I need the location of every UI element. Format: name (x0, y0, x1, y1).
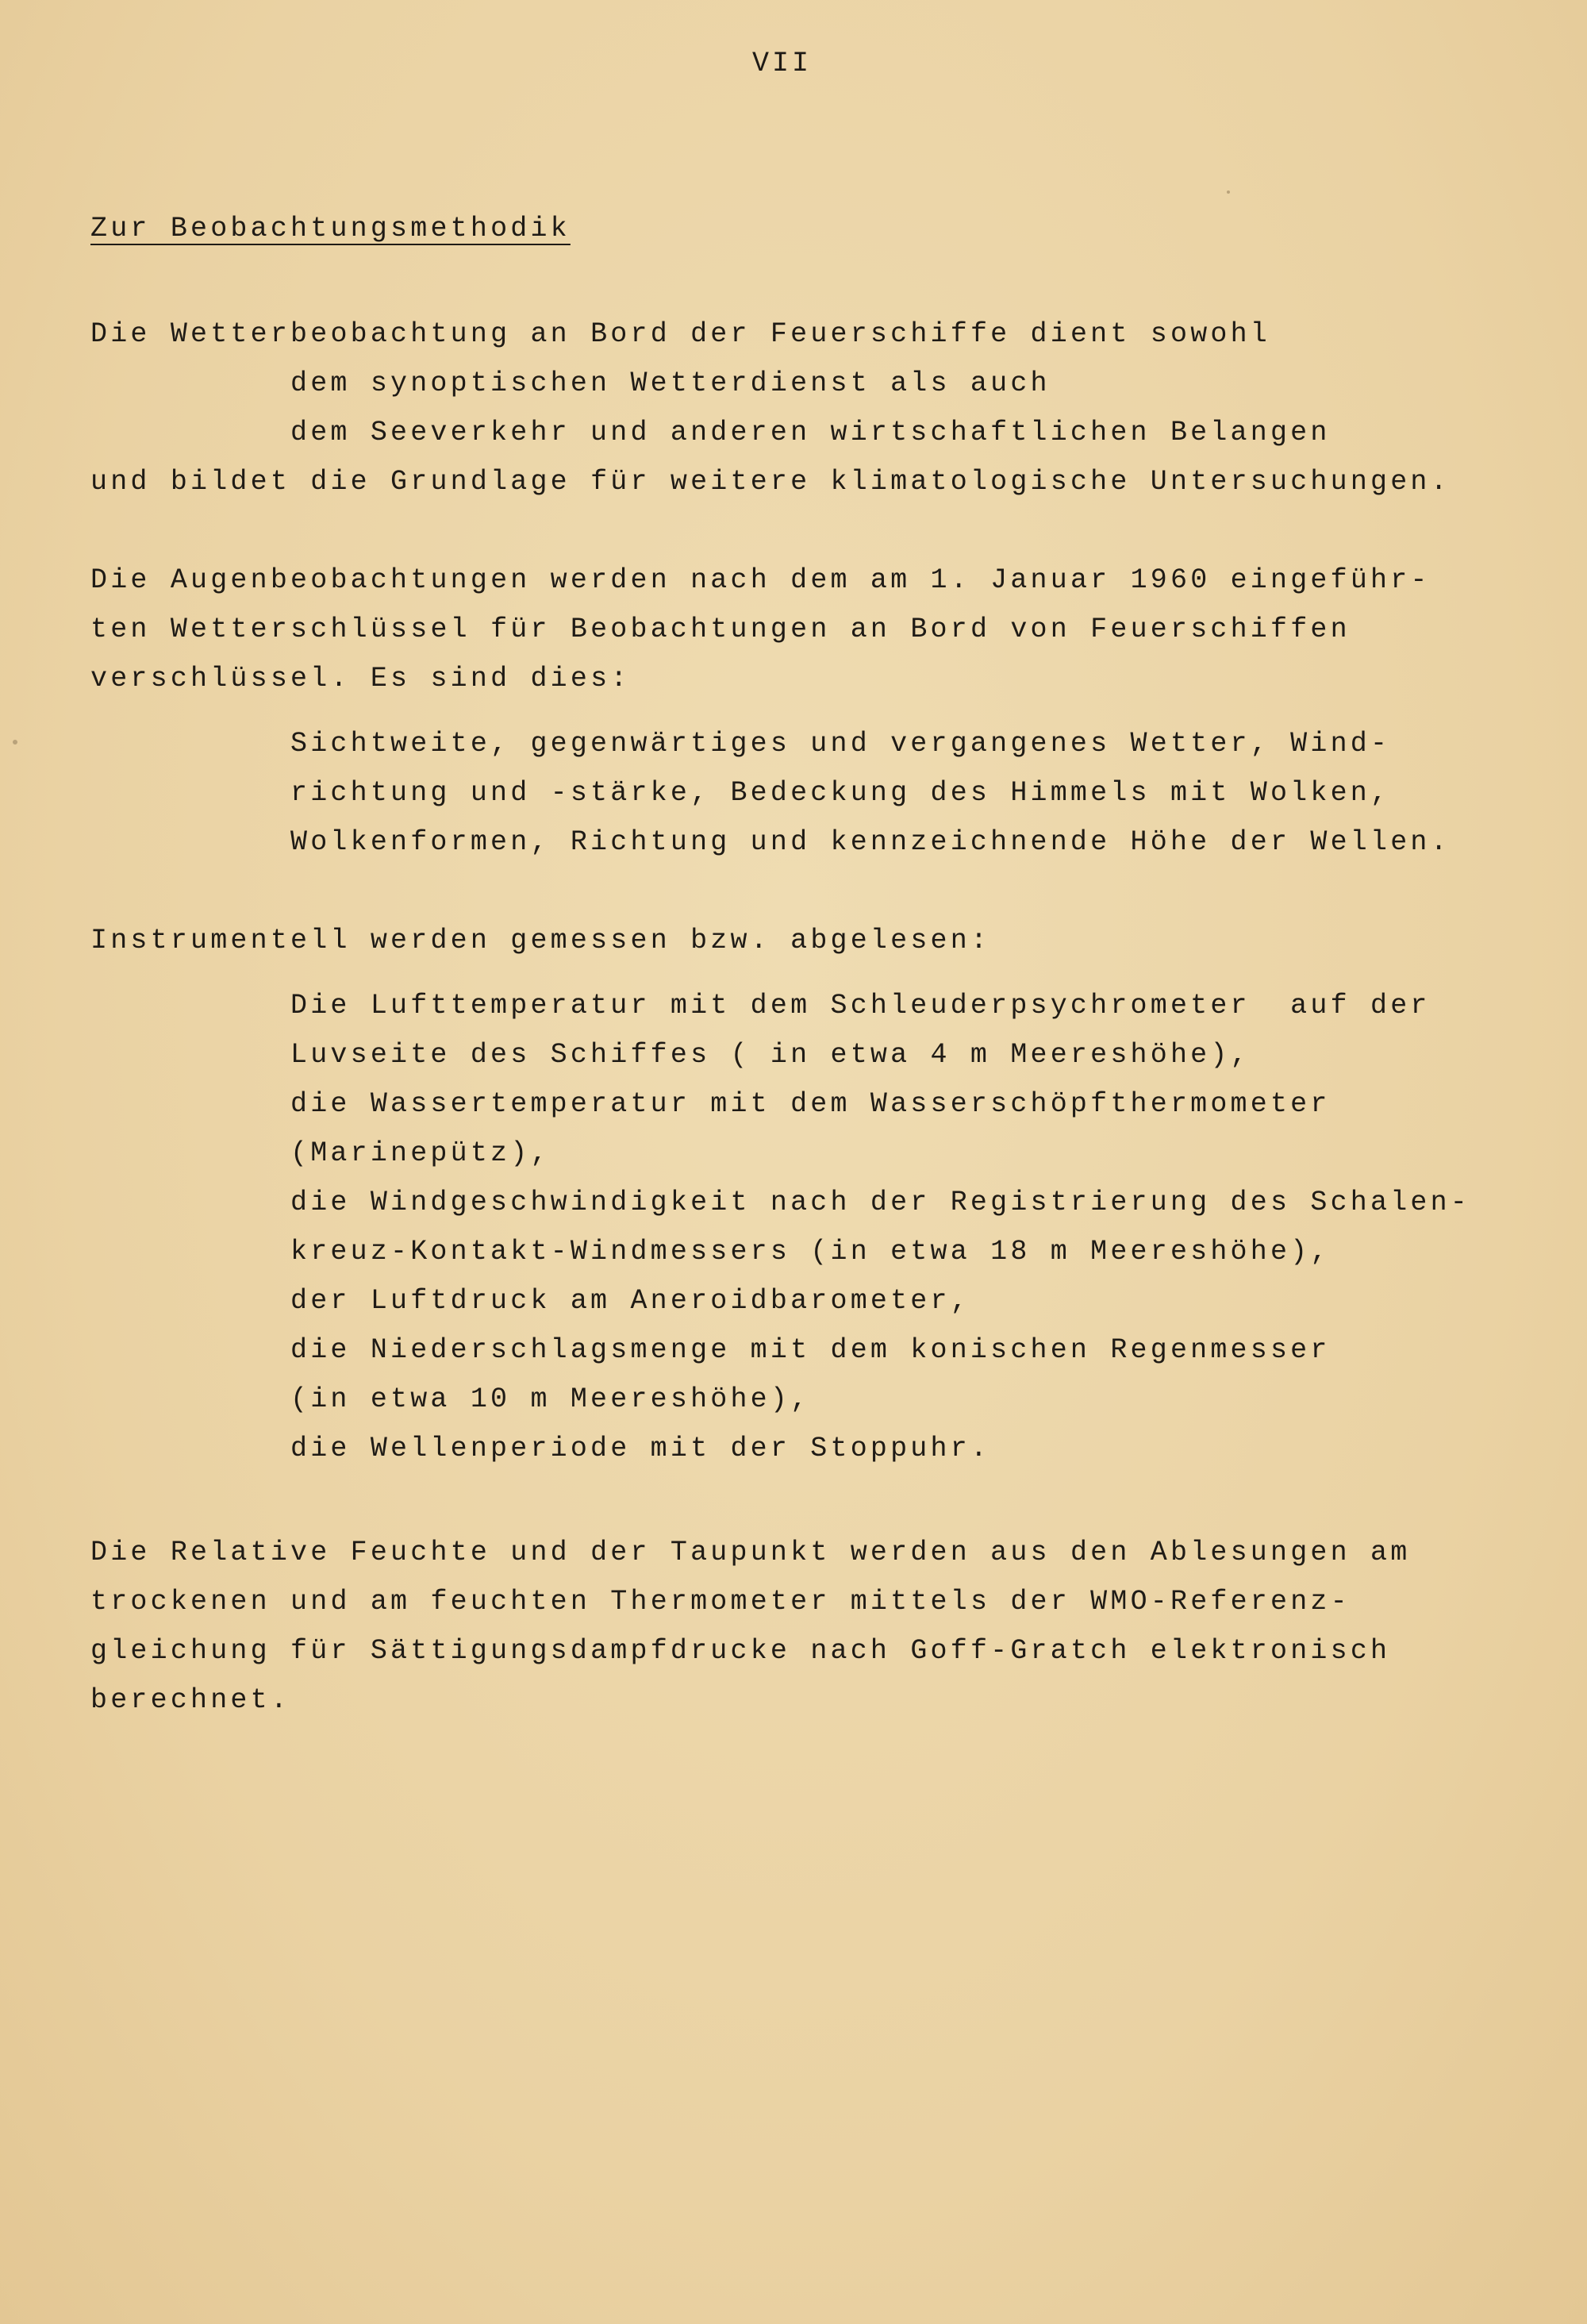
text-line: Sichtweite, gegenwärtiges und vergangenes Wetter, Wind- (290, 728, 1391, 760)
text-line: Instrumentell werden gemessen bzw. abgelesen: (90, 925, 991, 956)
text-line: Wolkenformen, Richtung und kennzeichnende Höhe der Wellen. (290, 826, 1451, 858)
section-heading: Zur Beobachtungsmethodik (90, 213, 571, 244)
text-line: (in etwa 10 m Meereshöhe), (290, 1383, 811, 1415)
text-line: die Wellenperiode mit der Stoppuhr. (290, 1433, 991, 1464)
text-line: Die Lufttemperatur mit dem Schleuderpsychrometer auf der (290, 990, 1431, 1022)
text-line: Die Wetterbeobachtung an Bord der Feuerschiffe dient sowohl (90, 318, 1271, 350)
paper-speck (1227, 190, 1230, 194)
text-line: ten Wetterschlüssel für Beobachtungen an Bord von Feuerschiffen (90, 614, 1351, 645)
text-line: kreuz-Kontakt-Windmessers (in etwa 18 m Meereshöhe), (290, 1236, 1331, 1268)
text-line: verschlüssel. Es sind dies: (90, 663, 631, 695)
text-line: (Marinepütz), (290, 1137, 551, 1169)
text-line: trockenen und am feuchten Thermometer mittels der WMO-Referenz- (90, 1586, 1351, 1618)
text-line: berechnet. (90, 1684, 291, 1716)
text-line: dem synoptischen Wetterdienst als auch (290, 367, 1051, 399)
text-line: der Luftdruck am Aneroidbarometer, (290, 1285, 970, 1317)
text-line: Die Augenbeobachtungen werden nach dem am 1. Januar 1960 eingeführ- (90, 564, 1431, 596)
text-line: die Windgeschwindigkeit nach der Registrierung des Schalen- (290, 1187, 1471, 1218)
text-line: richtung und -stärke, Bedeckung des Himmels mit Wolken, (290, 777, 1391, 809)
text-line: Luvseite des Schiffes ( in etwa 4 m Meereshöhe), (290, 1039, 1251, 1071)
text-line: die Wassertemperatur mit dem Wasserschöpfthermometer (290, 1088, 1331, 1120)
text-line: dem Seeverkehr und anderen wirtschaftlichen Belangen (290, 417, 1331, 448)
text-line: und bildet die Grundlage für weitere klimatologische Untersuchungen. (90, 466, 1451, 498)
page-number: VII (752, 48, 813, 79)
text-line: gleichung für Sättigungsdampfdrucke nach Goff-Gratch elektronisch (90, 1635, 1391, 1667)
text-line: Die Relative Feuchte und der Taupunkt werden aus den Ablesungen am (90, 1537, 1411, 1568)
paper-speck (13, 740, 17, 745)
text-line: die Niederschlagsmenge mit dem konischen Regenmesser (290, 1334, 1331, 1366)
